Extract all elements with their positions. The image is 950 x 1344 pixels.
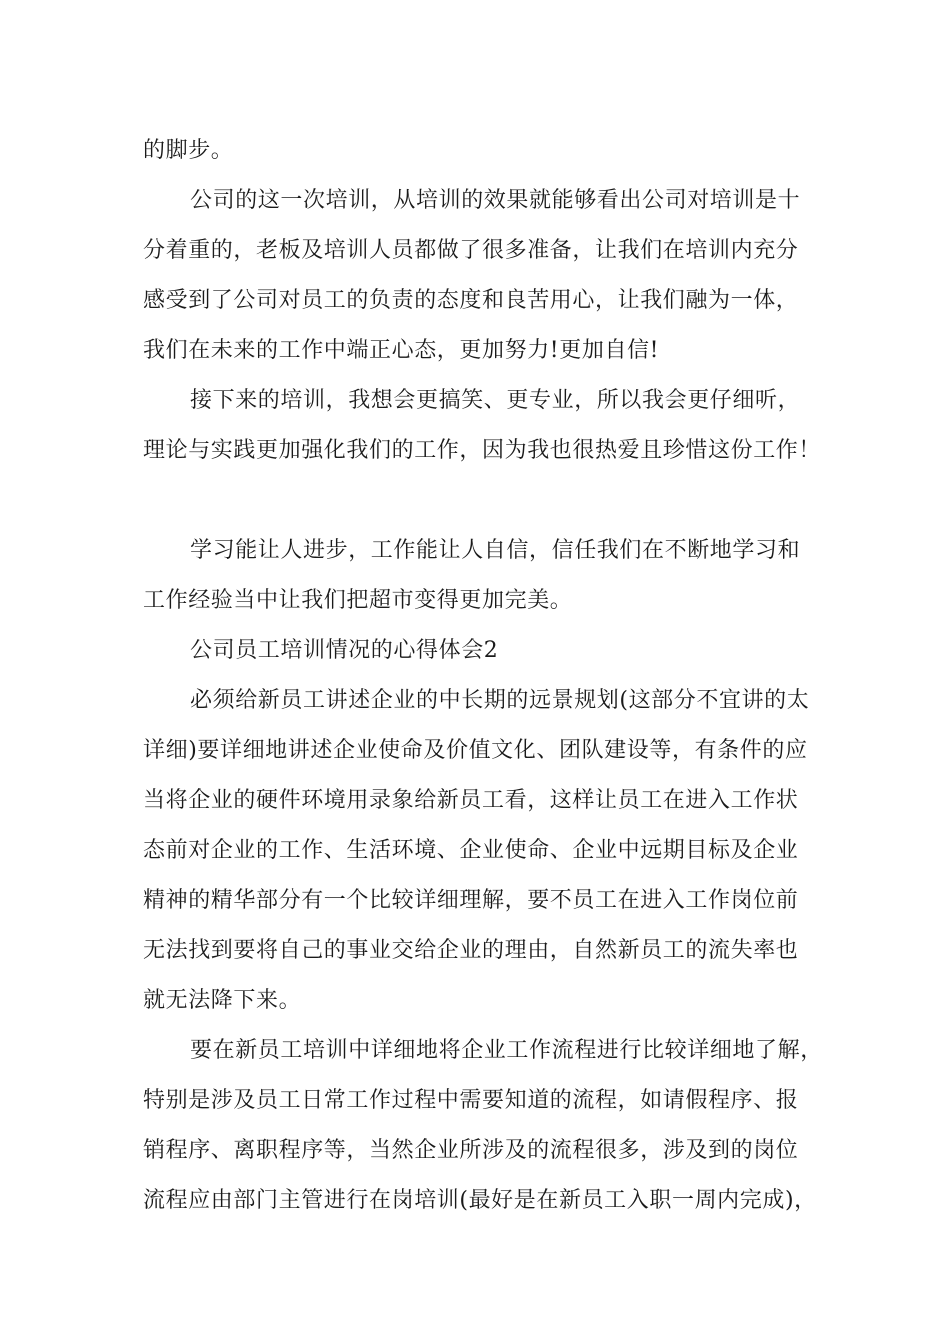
text-line: 感受到了公司对员工的负责的态度和良苦用心，让我们融为一体， — [143, 288, 799, 313]
text-line: 学习能让人进步，工作能让人自信，信任我们在不断地学习和 — [190, 538, 801, 563]
text-line: 详细)要详细地讲述企业使命及价值文化、团队建设等，有条件的应 — [143, 738, 808, 763]
text-line: 必须给新员工讲述企业的中长期的远景规划(这部分不宜讲的太 — [190, 688, 810, 713]
text-line: 流程应由部门主管进行在岗培训(最好是在新员工入职一周内完成)， — [143, 1188, 817, 1213]
text-line: 特别是涉及员工日常工作过程中需要知道的流程，如请假程序、报 — [143, 1088, 799, 1113]
section-heading: 公司员工培训情况的心得体会2 — [190, 638, 499, 663]
text-line: 精神的精华部分有一个比较详细理解，要不员工在进入工作岗位前 — [143, 888, 799, 913]
text-line: 公司的这一次培训，从培训的效果就能够看出公司对培训是十 — [190, 188, 801, 213]
text-line: 当将企业的硬件环境用录象给新员工看，这样让员工在进入工作状 — [143, 788, 799, 813]
text-line: 接下来的培训，我想会更搞笑、更专业，所以我会更仔细听， — [190, 388, 801, 413]
text-line: 分着重的，老板及培训人员都做了很多准备，让我们在培训内充分 — [143, 238, 799, 263]
text-line: 要在新员工培训中详细地将企业工作流程进行比较详细地了解， — [190, 1038, 823, 1063]
text-line: 我们在未来的工作中端正心态，更加努力!更加自信! — [143, 338, 660, 363]
text-line: 就无法降下来。 — [143, 988, 302, 1013]
text-line: 的脚步。 — [143, 138, 234, 163]
text-line: 理论与实践更加强化我们的工作，因为我也很热爱且珍惜这份工作！ — [143, 438, 822, 463]
text-line: 无法找到要将自己的事业交给企业的理由，自然新员工的流失率也 — [143, 938, 799, 963]
text-line: 工作经验当中让我们把超市变得更加完美。 — [143, 588, 573, 613]
text-line: 态前对企业的工作、生活环境、企业使命、企业中远期目标及企业 — [143, 838, 799, 863]
text-line: 销程序、离职程序等，当然企业所涉及的流程很多，涉及到的岗位 — [143, 1138, 799, 1163]
